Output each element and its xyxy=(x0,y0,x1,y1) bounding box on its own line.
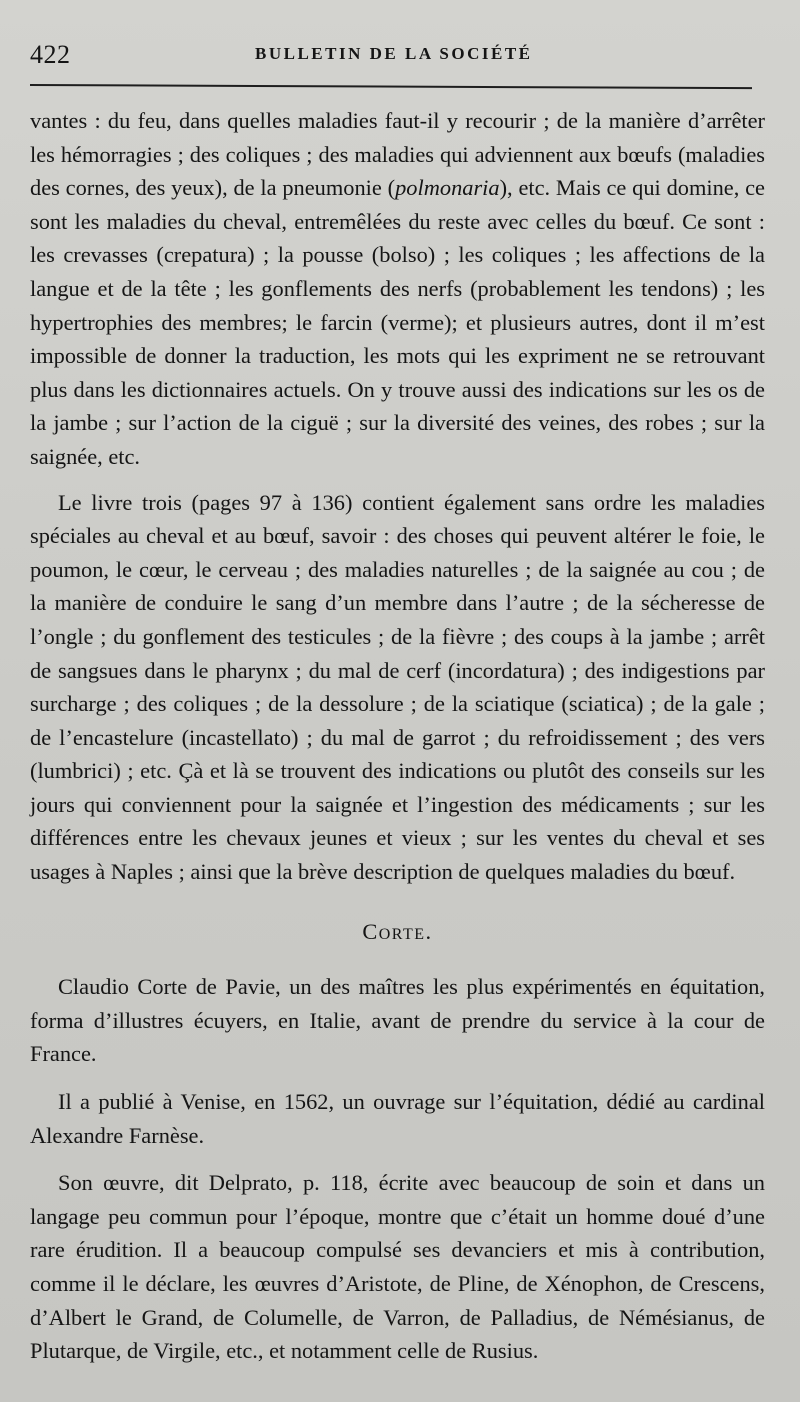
section-paragraph: Son œuvre, dit Delprato, p. 118, écrite avec beaucoup de soin et dans un langage peu commun pour l’époque, montre que c’était un homme doué d’une rare érudition. Il a beaucoup compulsé ses devanciers et mis à contribution, comme il le déclare, les œuvres d’Aristote, de Pline, de Xénophon, de Crescens, d’Albert le Grand, de Columelle, de Varron, de Palladius, de Némésianus, de Plutarque, de Virgile, etc., et notamment celle de Rusius. xyxy=(30,1170,765,1364)
page-number: 422 xyxy=(30,40,71,69)
paragraph-livre-trois: Le livre trois (pages 97 à 136) contient également sans ordre les maladies spéciales au cheval et au bœuf, savoir : des choses qui peuvent altérer le foie, le poumon, le cœur, le cerveau ; des maladies naturelles ; de la saignée au cou ; de la manière de conduire le sang d’un membre dans l’autre ; de la sécheresse de l’ongle ; du gonflement des testicules ; de la fièvre ; des coups à la jambe ; arrêt de sangsues dans le pharynx ; du mal de cerf (incordatura) ; des indigestions par surcharge ; des coliques ; de la dessolure ; de la sciatique (sciatica) ; de la gale ; de l’encastelure (incastellato) ; du mal de garrot ; du refroidissement ; des vers (lumbrici) ; etc. Çà et là se trouvent des indications ou plutôt des conseils sur les jours qui conviennent pour la saignée et l’ingestion des médicaments ; sur les différences entre les chevaux jeunes et vieux ; sur les ventes du cheval et ses usages à Naples ; ainsi que la brève description de quelques maladies du bœuf. xyxy=(30,489,765,885)
section-title: Corte. xyxy=(362,918,433,944)
body-text xyxy=(30,104,765,1382)
italic-term: polmonaria xyxy=(395,175,500,201)
paragraph-text: vantes : du feu, dans quelles maladies faut-il y recourir ; de la manière d’arrêter les hémorragies ; des coliques ; des maladies qui adviennent aux bœufs (maladies des cornes, des yeux), de la pneumonie ( xyxy=(30,108,765,201)
paragraph-continued xyxy=(30,104,765,474)
section-paragraph: Il a publié à Venise, en 1562, un ouvrage sur l’équitation, dédié au cardinal Alexandre Farnèse. xyxy=(30,1089,765,1148)
section-paragraph: Claudio Corte de Pavie, un des maîtres les plus expérimentés en équitation, forma d’illustres écuyers, en Italie, avant de prendre du service à la cour de France. xyxy=(30,974,765,1067)
paragraph-text: ), etc. Mais ce qui domine, ce sont les maladies du cheval, entremêlées du reste avec celles du bœuf. Ce sont : les crevasses (crepatura) ; la pousse (bolso) ; les coliques ; les affections de la langue et de la tête ; les gonflements des nerfs (probablement les tendons) ; les hypertrophies des membres; le farcin (verme); et plusieurs autres, dont il m’est impossible de donner la traduction, les mots qui les expriment ne se retrouvant plus dans les dictionnaires actuels. On y trouve aussi des indications sur les os de la jambe ; sur l’action de la ciguë ; sur la diversité des veines, des robes ; sur la saignée, etc. xyxy=(30,175,765,469)
section-corte xyxy=(30,915,765,1368)
page-header xyxy=(30,36,760,76)
header-rule xyxy=(30,84,752,89)
running-head: BULLETIN DE LA SOCIÉTÉ xyxy=(255,44,533,63)
